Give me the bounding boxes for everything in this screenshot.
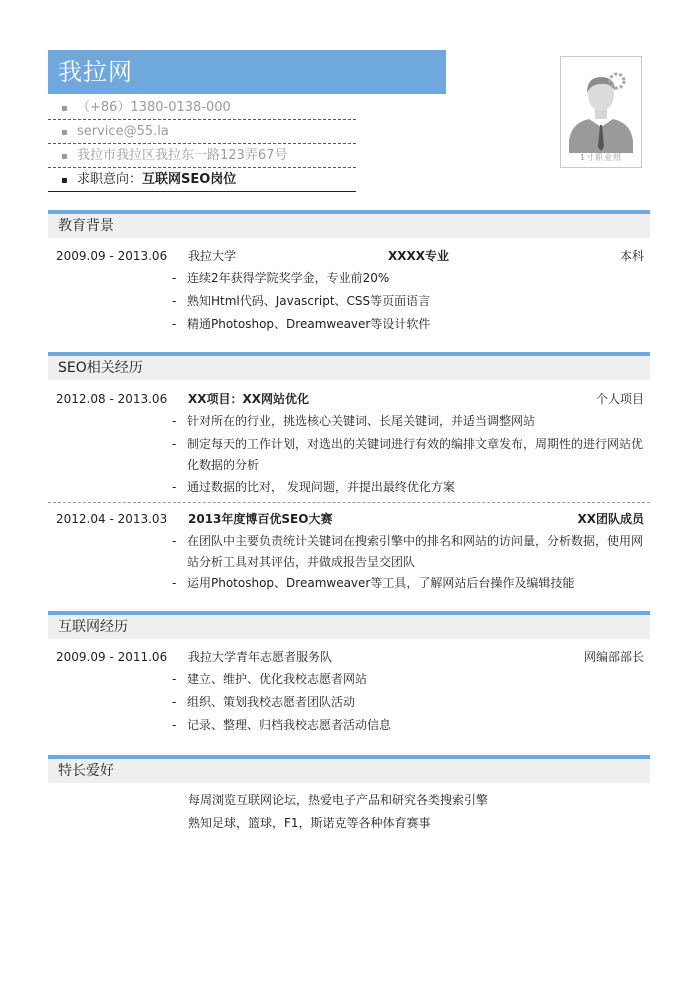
list-item: - 制定每天的工作计划，对选出的关键词进行有效的编排文章发布，周期性的进行网站优化数据的分析 <box>172 437 644 472</box>
resume-name: 我拉网 <box>48 50 446 94</box>
square-bullet-icon: ▪ <box>61 175 68 186</box>
list-item: - 建立、维护、优化我校志愿者网站 <box>172 672 368 686</box>
contact-address <box>48 144 356 168</box>
entry-name: 2013年度博百优SEO大赛 <box>188 512 333 526</box>
hobby-line: 熟知足球，篮球，F1，斯诺克等各种体育赛事 <box>188 816 431 830</box>
intent-label: 求职意向： <box>77 172 143 187</box>
internet-entry <box>48 647 650 667</box>
section-education-title: 教育背景 <box>48 210 650 238</box>
entry-degree: 本科 <box>619 249 644 263</box>
list-item: - 组织、策划我校志愿者团队活动 <box>172 695 356 709</box>
phone-text: （+86）1380-0138-000 <box>77 100 231 115</box>
job-intent <box>48 168 356 192</box>
section-seo-title: SEO相关经历 <box>48 352 650 380</box>
seo-entry-2 <box>48 509 650 529</box>
entry-name: XX项目：XX网站优化 <box>188 392 310 406</box>
photo-caption: 1寸职业照 <box>579 153 623 162</box>
entry-date: 2009.09 - 2013.06 <box>56 249 168 263</box>
list-item: - 针对所在的行业，挑选核心关键词、长尾关键词，并适当调整网站 <box>172 414 536 428</box>
list-item: - 连续2年获得学院奖学金，专业前20% <box>172 271 390 285</box>
list-item: - 在团队中主要负责统计关键词在搜索引擎中的排名和网站的访问量，分析数据，使用网站分析工具对其评估，并做成报告呈交团队 <box>172 534 644 569</box>
square-bullet-icon: ▪ <box>61 127 68 138</box>
list-item: - 精通Photoshop、Dreamweaver等设计软件 <box>172 317 431 331</box>
divider <box>48 502 650 503</box>
square-bullet-icon: ▪ <box>61 151 68 162</box>
contact-email <box>48 120 356 144</box>
entry-role: 个人项目 <box>595 392 644 406</box>
list-item: - 熟知Html代码、Javascript、CSS等页面语言 <box>172 294 431 308</box>
contact-phone <box>48 96 356 120</box>
entry-role: XX团队成员 <box>577 512 644 526</box>
entry-role: 网编部部长 <box>583 650 644 664</box>
intent-value: 互联网SEO岗位 <box>142 172 237 187</box>
list-item: - 记录、整理、归档我校志愿者活动信息 <box>172 718 392 732</box>
entry-major: XXXX专业 <box>388 249 450 263</box>
entry-date: 2012.04 - 2013.03 <box>56 512 168 526</box>
list-item: - 通过数据的比对， 发现问题，并提出最终优化方案 <box>172 480 455 494</box>
section-hobbies-title: 特长爱好 <box>48 755 650 783</box>
address-text: 我拉市我拉区我拉东一路123弄67号 <box>77 148 288 163</box>
section-internet-title: 互联网经历 <box>48 611 650 639</box>
entry-date: 2009.09 - 2011.06 <box>56 650 168 664</box>
entry-date: 2012.08 - 2013.06 <box>56 392 168 406</box>
seo-entry-1 <box>48 389 650 409</box>
entry-org: 我拉大学青年志愿者服务队 <box>188 650 333 664</box>
square-bullet-icon: ▪ <box>61 103 68 114</box>
hobby-line: 每周浏览互联网论坛，热爱电子产品和研究各类搜索引擎 <box>188 793 489 807</box>
person-silhouette-icon <box>561 57 641 153</box>
profile-photo <box>560 56 642 168</box>
email-text: service@55.la <box>77 124 169 139</box>
list-item: - 运用Photoshop、Dreamweaver等工具，了解网站后台操作及编辑技能 <box>172 576 575 590</box>
entry-school: 我拉大学 <box>188 249 237 263</box>
education-entry <box>48 246 650 266</box>
